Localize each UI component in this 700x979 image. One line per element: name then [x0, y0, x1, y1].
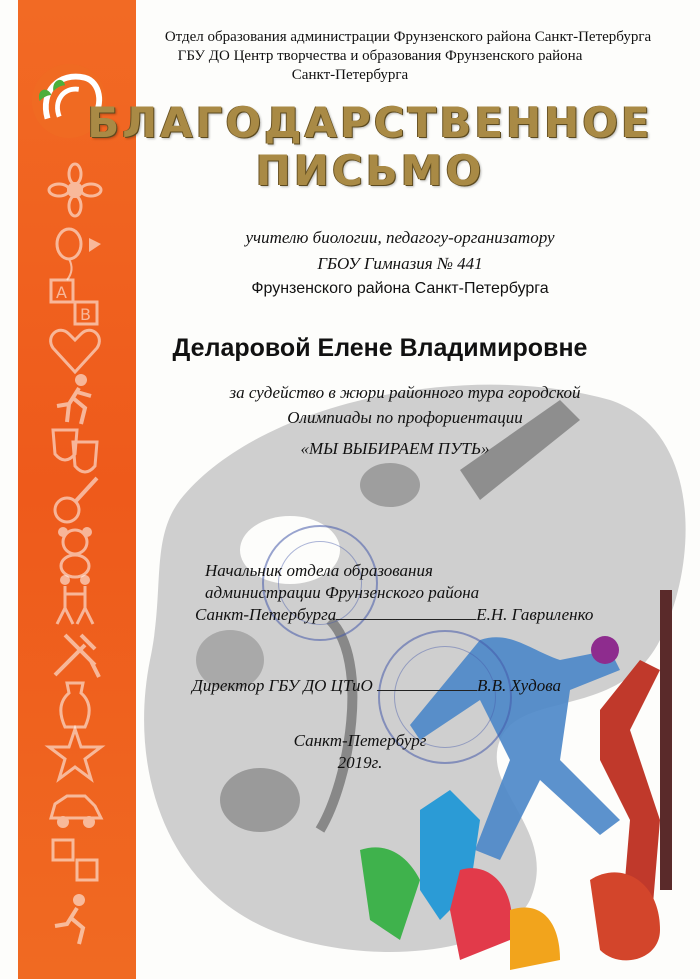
title-line-1: БЛАГОДАРСТВЕННОЕ [87, 98, 653, 147]
recipient-school: ГБОУ Гимназия № 441 [317, 254, 483, 273]
dancers-icon [42, 570, 108, 630]
signatory-1-title-line-1: Начальник отдела образования [205, 561, 433, 580]
recipient-district: Фрунзенского района Санкт-Петербурга [251, 280, 549, 297]
signatory-1-name: Е.Н. Гавриленко [476, 605, 594, 624]
signature-line-1 [336, 605, 476, 620]
signatory-1-title-line-2: администрации Фрунзенского района [205, 583, 480, 602]
signatory-1-title-line-3: Санкт-Петербурга [195, 605, 337, 624]
signatory-2-title: Директор ГБУ ДО ЦТиО [192, 676, 373, 695]
org-line-1: Отдел образования администрации Фрунзенского района Санкт-Петербурга [164, 29, 652, 45]
abc-blocks-icon-2 [42, 830, 108, 890]
reason-line-2: Олимпиады по профориентации [287, 408, 523, 427]
city: Санкт-Петербург [293, 731, 427, 750]
runner-icon-2 [42, 890, 108, 950]
signatory-2-line [192, 676, 561, 696]
reason-line-1: за судейство в жюри районного тура городской [229, 383, 581, 402]
svg-text:B: B [80, 305, 91, 324]
org-line-2: ГБУ ДО Центр творчества и образования Фрунзенского района [177, 48, 583, 64]
year: 2019г. [337, 753, 383, 772]
recipient-name: Деларовой Елене Владимировне [172, 334, 588, 362]
signatory-2-name: В.В. Худова [477, 676, 561, 695]
svg-text:A: A [56, 283, 67, 302]
org-line-3: Санкт-Петербурга [291, 67, 409, 83]
signatory-1-line [195, 605, 593, 625]
signature-line-2 [377, 676, 477, 691]
olympiad-name: «МЫ ВЫБИРАЕМ ПУТЬ» [300, 439, 490, 458]
recipient-position: учителю биологии, педагогу-организатору [245, 228, 555, 247]
title-line-2: ПИСЬМО [255, 146, 485, 195]
